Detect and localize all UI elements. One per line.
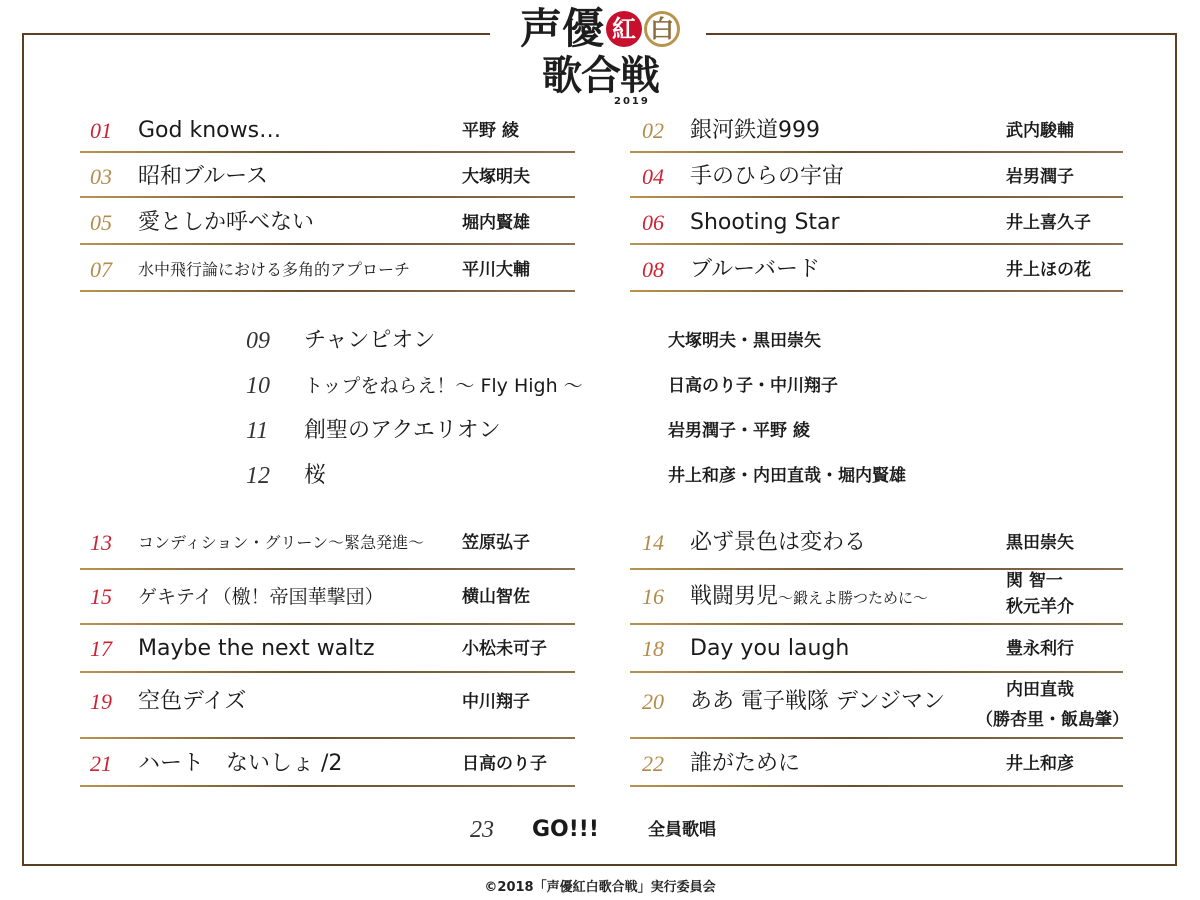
divider <box>80 243 575 245</box>
song-artist: 日高のり子 <box>462 754 547 774</box>
logo-char: 声 <box>520 4 561 53</box>
setlist-row <box>642 255 1122 285</box>
song-number: 16 <box>642 584 664 609</box>
setlist-row <box>246 416 946 446</box>
setlist-row <box>90 528 575 558</box>
setlist-row <box>246 326 946 356</box>
song-artist: 井上ほの花 <box>1006 260 1091 280</box>
song-title: 水中飛行論における多角的アプローチ <box>138 260 411 279</box>
setlist-row <box>90 582 575 612</box>
song-number: 21 <box>90 751 112 776</box>
song-number: 07 <box>90 257 112 282</box>
song-number: 05 <box>90 210 112 235</box>
song-number: 19 <box>90 689 112 714</box>
song-title: トップをねらえ！～ Fly High ～ <box>304 375 583 397</box>
song-number: 01 <box>90 118 112 143</box>
song-artist: 横山智佐 <box>462 587 530 607</box>
divider <box>630 290 1123 292</box>
divider <box>80 196 575 198</box>
song-artist: 全員歌唱 <box>648 820 716 840</box>
song-title: 誰がために <box>690 751 801 776</box>
song-artist: 関 智一 <box>1006 571 1063 591</box>
setlist-row <box>90 116 575 146</box>
song-title-main: 戦闘男児 <box>690 584 779 609</box>
song-title: 創聖のアクエリオン <box>304 418 501 443</box>
setlist-row <box>642 749 1122 779</box>
song-title: 昭和ブルース <box>138 164 269 189</box>
song-number: 06 <box>642 210 664 235</box>
logo-subtitle: 歌合戦 <box>542 53 659 99</box>
song-number: 22 <box>642 751 664 776</box>
song-number: 17 <box>90 636 112 661</box>
divider <box>630 671 1123 673</box>
song-title: Day you laugh <box>690 636 850 661</box>
song-artist: 堀内賢雄 <box>462 213 530 233</box>
setlist-row <box>642 571 1122 617</box>
song-artist: 黒田崇矢 <box>1006 533 1074 553</box>
setlist-row <box>642 634 1122 664</box>
setlist-row <box>90 634 575 664</box>
song-artist: 日高のり子・中川翔子 <box>668 376 838 396</box>
divider <box>80 671 575 673</box>
song-number: 12 <box>246 463 270 489</box>
song-artist: 平川大輔 <box>462 260 530 280</box>
song-number: 10 <box>246 373 270 399</box>
divider <box>630 196 1123 198</box>
song-artist: 岩男潤子・平野 綾 <box>668 421 810 441</box>
song-number: 03 <box>90 164 112 189</box>
logo-badge-red: 紅 <box>606 11 642 47</box>
divider <box>80 623 575 625</box>
divider <box>80 151 575 153</box>
setlist-row <box>90 162 575 192</box>
song-title: ああ 電子戦隊 デンジマン <box>690 689 945 714</box>
song-title <box>690 582 928 613</box>
song-title: Shooting Star <box>690 210 840 235</box>
divider <box>630 785 1123 787</box>
song-artist: 中川翔子 <box>462 692 530 712</box>
song-artist: 井上和彦 <box>1006 754 1074 774</box>
setlist-row <box>90 255 575 285</box>
song-title: 桜 <box>304 463 327 488</box>
song-title: God knows… <box>138 118 282 143</box>
divider <box>630 243 1123 245</box>
song-artist: 大塚明夫 <box>462 167 530 187</box>
song-number: 11 <box>246 418 269 444</box>
setlist-row <box>90 208 575 238</box>
song-number: 23 <box>470 817 494 843</box>
song-title: ブルーバード <box>690 257 821 282</box>
divider <box>630 623 1123 625</box>
setlist-row <box>642 528 1122 558</box>
song-number: 13 <box>90 530 112 555</box>
song-artist: 井上喜久子 <box>1006 213 1091 233</box>
setlist-row <box>246 461 946 491</box>
divider <box>630 151 1123 153</box>
setlist-row <box>642 680 1129 730</box>
song-artist: 笠原弘子 <box>462 533 530 553</box>
song-artist: 小松未可子 <box>462 639 547 659</box>
song-artist: （勝杏里・飯島肇） <box>976 710 1129 730</box>
song-artist: 内田直哉 <box>1006 680 1074 700</box>
divider <box>80 737 575 739</box>
song-title: ゲキテイ（檄！帝国華撃団） <box>138 586 384 608</box>
logo-char: 優 <box>562 4 603 53</box>
song-artist: 平野 綾 <box>462 121 519 141</box>
song-artist: 豊永利行 <box>1006 639 1074 659</box>
song-number: 08 <box>642 257 664 282</box>
song-title: 愛としか呼べない <box>138 210 315 235</box>
song-number: 15 <box>90 584 112 609</box>
song-title: 必ず景色は変わる <box>690 530 867 555</box>
song-number: 14 <box>642 530 664 555</box>
setlist-row <box>642 162 1122 192</box>
song-title: 手のひらの宇宙 <box>690 164 845 189</box>
song-artist: 秋元羊介 <box>1006 597 1074 617</box>
divider <box>80 568 575 570</box>
setlist-row <box>90 749 575 779</box>
song-title: Maybe the next waltz <box>138 636 375 661</box>
setlist-row <box>246 371 946 401</box>
logo-badge-white: 白 <box>644 11 680 47</box>
setlist-row <box>642 116 1122 146</box>
setlist-row <box>642 208 1122 238</box>
divider <box>80 785 575 787</box>
song-number: 18 <box>642 636 664 661</box>
setlist-row <box>470 815 790 845</box>
divider <box>630 737 1123 739</box>
program-frame <box>22 33 1177 866</box>
song-number: 04 <box>642 164 664 189</box>
song-artist: 大塚明夫・黒田崇矢 <box>668 331 821 351</box>
song-number: 09 <box>246 328 270 354</box>
song-title: GO!!! <box>532 817 599 842</box>
setlist-row <box>90 687 575 717</box>
song-artist: 井上和彦・内田直哉・堀内賢雄 <box>668 466 906 486</box>
song-title: 空色デイズ <box>138 689 247 714</box>
song-title: 銀河鉄道999 <box>690 118 820 143</box>
song-number: 20 <box>642 689 664 714</box>
song-title: ハート ないしょ /2 <box>138 751 343 776</box>
song-title-sub: ～鍛えよ勝つために～ <box>778 589 929 607</box>
song-title: コンディション・グリーン～緊急発進～ <box>138 533 425 552</box>
song-number: 02 <box>642 118 664 143</box>
divider <box>80 290 575 292</box>
song-artist: 岩男潤子 <box>1006 167 1074 187</box>
song-title: チャンピオン <box>304 328 436 353</box>
event-logo <box>490 0 706 112</box>
logo-year: 2019 <box>614 96 650 107</box>
copyright-text: ©2018「声優紅白歌合戦」実行委員会 <box>484 880 716 895</box>
song-artist: 武内駿輔 <box>1006 121 1074 141</box>
